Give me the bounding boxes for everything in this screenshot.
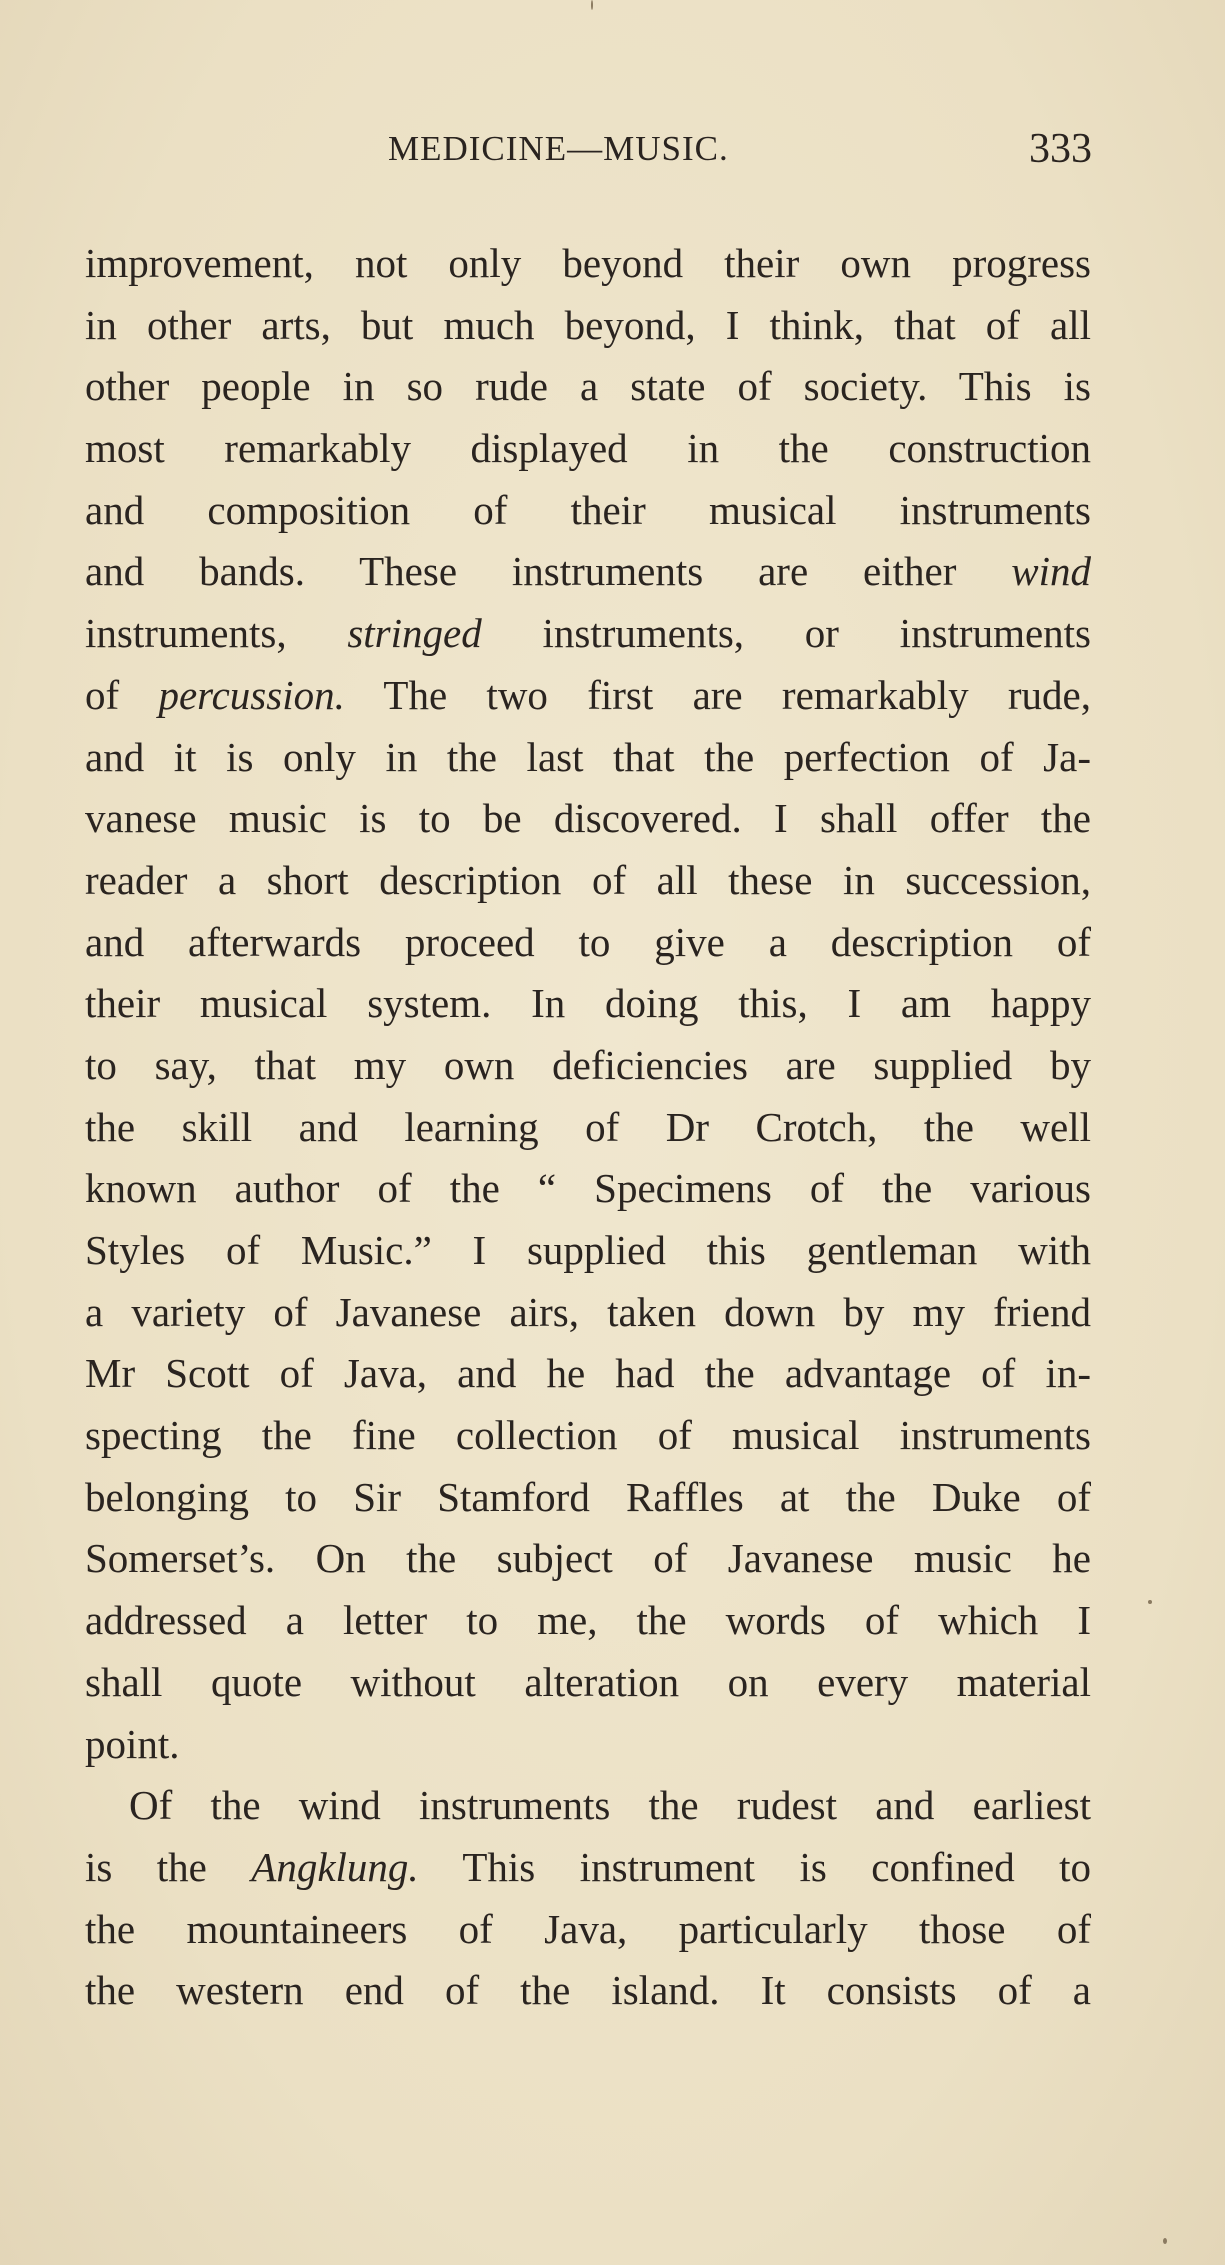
text-segment: and afterwards proceed to give a description of xyxy=(85,918,1091,965)
text-line xyxy=(85,1467,1091,1529)
text-segment: their musical system. In doing this, I am happy xyxy=(85,980,1091,1027)
text-segment: Of the wind instruments the rudest and earliest xyxy=(129,1782,1091,1829)
text-line xyxy=(85,912,1091,974)
text-line xyxy=(85,1097,1091,1159)
body-text xyxy=(85,233,1091,2022)
text-segment: the skill and learning of Dr Crotch, the well xyxy=(85,1103,1091,1150)
paper-speck xyxy=(1148,1600,1152,1604)
text-line xyxy=(85,1714,1091,1776)
text-line xyxy=(85,1343,1091,1405)
text-line xyxy=(85,480,1091,542)
text-segment: the mountaineers of Java, particularly those of xyxy=(85,1905,1091,1952)
text-line xyxy=(85,418,1091,480)
running-header xyxy=(88,125,1092,185)
text-segment: belonging to Sir Stamford Raffles at the Duke of xyxy=(85,1473,1091,1520)
text-line xyxy=(85,233,1091,295)
paper-speck xyxy=(591,0,593,10)
italic-term: percussion. xyxy=(158,671,345,718)
text-segment: the western end of the island. It consists of a xyxy=(85,1967,1091,2014)
text-line xyxy=(85,788,1091,850)
text-line xyxy=(85,541,1091,603)
text-segment: Mr Scott of Java, and he had the advantage of in- xyxy=(85,1350,1091,1397)
text-segment: in other arts, but much beyond, I think, that of all xyxy=(85,301,1091,348)
text-line xyxy=(85,1158,1091,1220)
text-segment: to say, that my own deficiencies are supplied by xyxy=(85,1041,1091,1088)
text-segment: This instrument is confined to xyxy=(418,1843,1091,1890)
text-segment: Styles of Music.” I supplied this gentleman with xyxy=(85,1227,1091,1273)
paper-speck xyxy=(1163,2238,1167,2244)
text-segment: reader a short description of all these in succession, xyxy=(85,856,1091,903)
text-line xyxy=(85,1960,1091,2022)
text-line xyxy=(85,1775,1091,1837)
page-number: 333 xyxy=(1029,126,1092,172)
text-segment: and it is only in the last that the perfection of Ja- xyxy=(85,733,1091,780)
text-line xyxy=(85,1035,1091,1097)
text-segment: instruments, xyxy=(85,610,348,657)
header-title: MEDICINE—MUSIC. xyxy=(388,129,729,168)
text-line xyxy=(85,1528,1091,1590)
text-line xyxy=(85,1652,1091,1714)
italic-term: wind xyxy=(1011,548,1091,595)
text-segment: is the xyxy=(85,1843,252,1890)
text-line xyxy=(85,727,1091,789)
text-line xyxy=(85,1590,1091,1652)
italic-term: stringed xyxy=(347,610,482,657)
text-line xyxy=(85,1837,1091,1899)
text-segment: addressed a letter to me, the words of which I xyxy=(85,1597,1091,1644)
text-segment: of xyxy=(85,671,159,718)
text-segment: shall quote without alteration on every material xyxy=(85,1658,1091,1705)
text-segment: known author of the “ Specimens of the various xyxy=(85,1165,1091,1212)
text-line xyxy=(85,295,1091,357)
text-segment: vanese music is to be discovered. I shall offer the xyxy=(85,795,1091,842)
text-segment: a variety of Javanese airs, taken down by my friend xyxy=(85,1288,1091,1335)
text-segment: point. xyxy=(85,1720,180,1767)
text-segment: Somerset’s. On the subject of Javanese music he xyxy=(85,1535,1091,1582)
text-segment: specting the fine collection of musical instruments xyxy=(85,1412,1091,1459)
text-line xyxy=(85,850,1091,912)
text-line xyxy=(85,356,1091,418)
text-line xyxy=(85,1405,1091,1467)
text-segment: other people in so rude a state of society. This is xyxy=(85,363,1091,410)
text-line xyxy=(85,603,1091,665)
text-line xyxy=(85,665,1091,727)
text-segment: most remarkably displayed in the construction xyxy=(85,425,1091,472)
text-segment: and bands. These instruments are either xyxy=(85,548,1012,595)
text-segment: improvement, not only beyond their own progress xyxy=(85,240,1091,286)
text-line xyxy=(85,1899,1091,1961)
italic-term: Angklung. xyxy=(251,1843,419,1890)
text-line xyxy=(85,1282,1091,1344)
text-segment: and composition of their musical instruments xyxy=(85,486,1091,533)
text-line xyxy=(85,973,1091,1035)
text-segment: The two first are remarkably rude, xyxy=(344,671,1091,718)
text-line xyxy=(85,1220,1091,1282)
text-segment: instruments, or instruments xyxy=(481,610,1091,657)
